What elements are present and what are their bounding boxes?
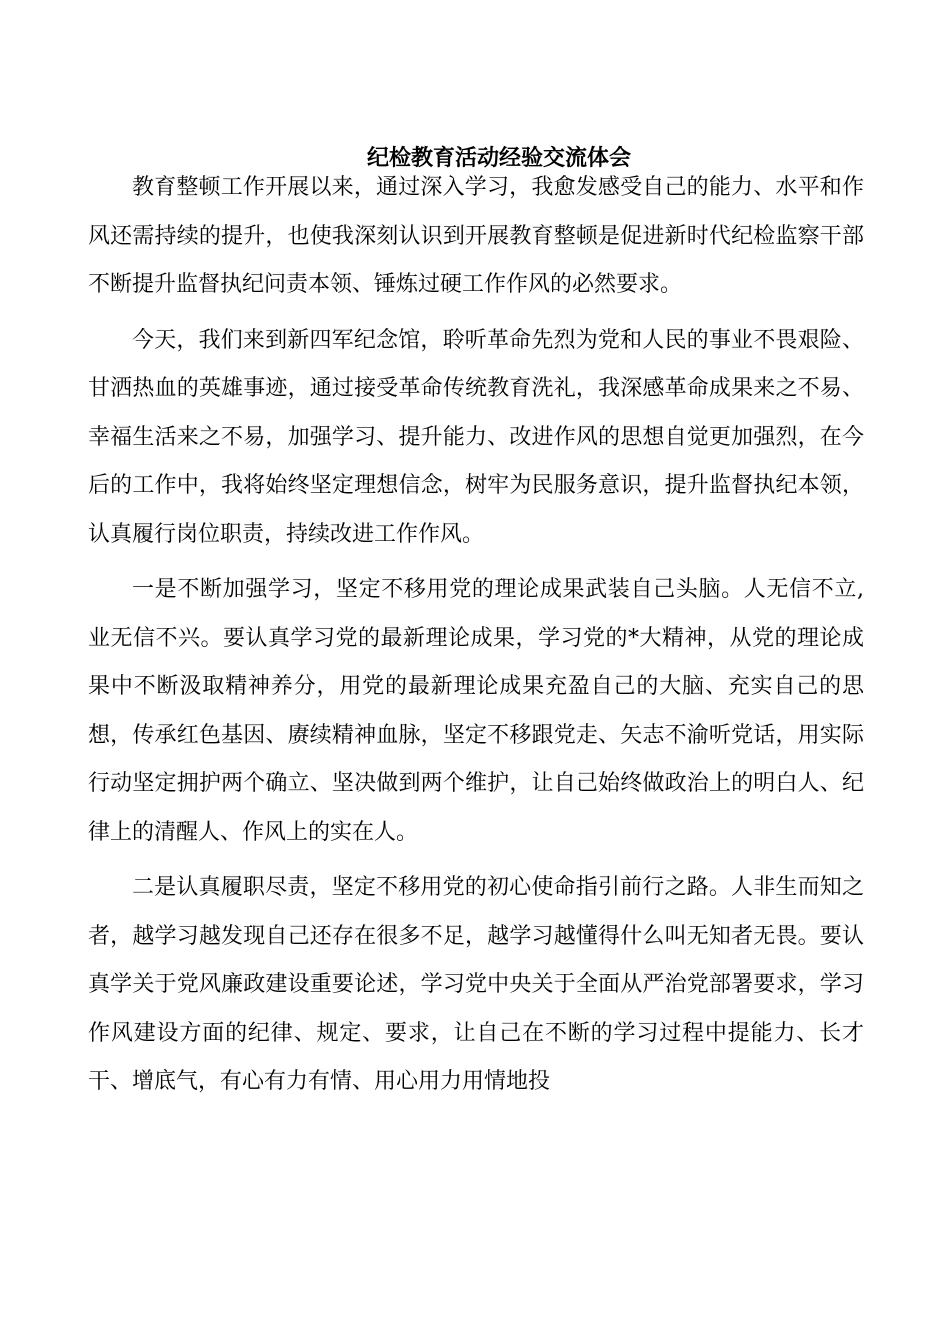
paragraph-point-two: 二是认真履职尽责，坚定不移用党的初心使命指引前行之路。人非生而知之者，越学习越发现自己还存在很多不足，越学习越懂得什么叫无知者无畏。要认真学关于党风廉政建设重要论述，学习党中央关于全面从严治党部署要求，学习作风建设方面的纪律、规定、要求，让自己在不断的学习过程中提能力、长才干、增底气，有心有力有情、用心用力用情地投	[88, 875, 864, 1094]
document-title: 纪检教育活动经验交流体会	[366, 145, 631, 171]
paragraph-point-one: 一是不断加强学习，坚定不移用党的理论成果武装自己头脑。人无信不立,业无信不兴。要认真学习党的最新理论成果，学习党的*大精神，从党的理论成果中不断汲取精神养分，用党的最新理论成果充盈自己的大脑、充实自己的思想，传承红色基因、赓续精神血脉，坚定不移跟党走、矢志不渝听党话，用实际行动坚定拥护两个确立、坚决做到两个维护，让自己始终做政治上的明白人、纪律上的清醒人、作风上的实在人。	[88, 577, 864, 845]
paragraph-memorial-visit: 今天，我们来到新四军纪念馆，聆听革命先烈为党和人民的事业不畏艰险、甘洒热血的英雄事迹，通过接受革命传统教育洗礼，我深感革命成果来之不易、幸福生活来之不易，加强学习、提升能力、改进作风的思想自觉更加强烈，在今后的工作中，我将始终坚定理想信念，树牢为民服务意识，提升监督执纪本领，认真履行岗位职责，持续改进工作作风。	[88, 327, 864, 547]
paragraph-intro: 教育整顿工作开展以来，通过深入学习，我愈发感受自己的能力、水平和作风还需持续的提升，也使我深刻认识到开展教育整顿是促进新时代纪检监察干部不断提升监督执纪问责本领、锤炼过硬工作作风的必然要求。	[88, 175, 864, 297]
document-body	[88, 164, 864, 1107]
